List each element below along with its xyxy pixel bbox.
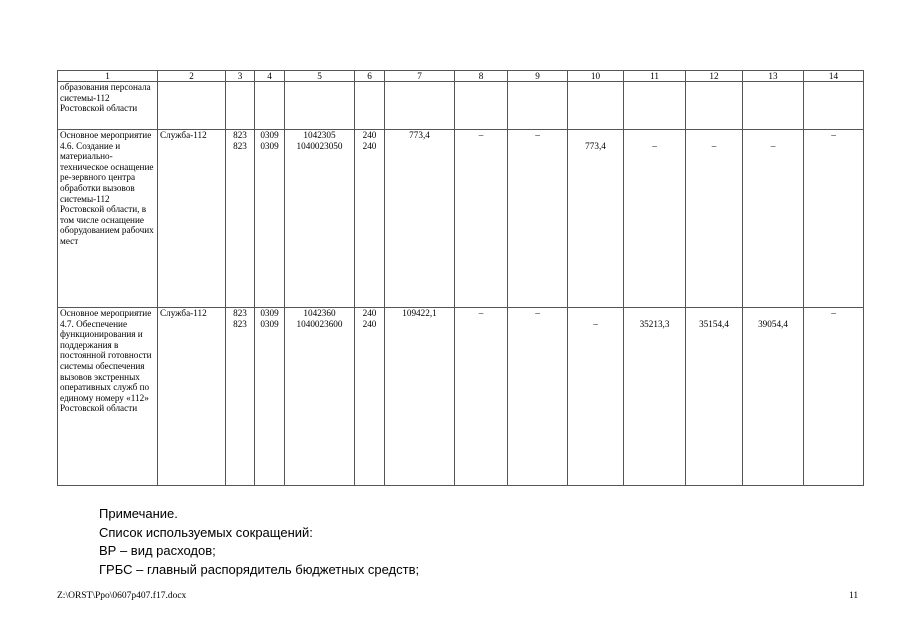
value-cell: – [455, 308, 508, 486]
abbreviation-grbs: ГРБС – главный распорядитель бюджетных средств; [99, 561, 420, 577]
value-cell: – [455, 130, 508, 308]
column-number: 13 [743, 71, 804, 82]
executor-cell: Служба-112 [158, 308, 226, 486]
value-cell: 773,4 [568, 130, 624, 308]
table-row [58, 82, 864, 130]
csr-cell: 1042305 1040023050 [285, 130, 355, 308]
column-number: 12 [686, 71, 743, 82]
column-number: 1 [58, 71, 158, 82]
column-number: 3 [226, 71, 255, 82]
column-number: 9 [508, 71, 568, 82]
value-cell: – [743, 130, 804, 308]
column-number: 6 [355, 71, 385, 82]
value-cell: – [804, 130, 864, 308]
rzpr-cell: 0309 0309 [255, 308, 285, 486]
value-cell: – [624, 130, 686, 308]
grbs-cell: 823 823 [226, 130, 255, 308]
notes-title: Примечание. [99, 506, 178, 521]
rzpr-cell: 0309 0309 [255, 130, 285, 308]
value-cell: 35213,3 [624, 308, 686, 486]
abbreviations-intro: Список используемых сокращений: [99, 524, 313, 540]
column-number: 5 [285, 71, 355, 82]
value-cell: – [508, 130, 568, 308]
value-cell: 773,4 [385, 130, 455, 308]
column-number: 7 [385, 71, 455, 82]
value-cell: – [686, 130, 743, 308]
column-number: 2 [158, 71, 226, 82]
activity-cell: Основное мероприятие 4.7. Обеспечение функционирования и поддержания в постоянной готовности системы обеспечения вызовов экстренных оперативных служб по единому номеру «112» Ростовской области [58, 308, 158, 486]
notes-section [99, 505, 419, 579]
vr-cell: 240 240 [355, 308, 385, 486]
abbreviation-vr: ВР – вид расходов; [99, 543, 216, 558]
column-number-row [58, 71, 864, 82]
activity-cell: образования персонала системы-112 Ростовской области [58, 82, 158, 130]
column-number: 10 [568, 71, 624, 82]
table-row [58, 308, 864, 486]
csr-cell: 1042360 1040023600 [285, 308, 355, 486]
table-row [58, 130, 864, 308]
column-number: 14 [804, 71, 864, 82]
column-number: 4 [255, 71, 285, 82]
activity-cell: Основное мероприятие 4.6. Создание и материально-техническое оснащение ре-зервного центра обработки вызовов системы-112 Ростовской области, в том числе оснащение оборудованием рабочих мест [58, 130, 158, 308]
value-cell: 109422,1 [385, 308, 455, 486]
footer-file-path: Z:\ORST\Ppo\0607p407.f17.docx [57, 591, 187, 601]
page-number: 11 [849, 591, 859, 601]
value-cell: – [508, 308, 568, 486]
value-cell: 39054,4 [743, 308, 804, 486]
column-number: 8 [455, 71, 508, 82]
value-cell: 35154,4 [686, 308, 743, 486]
vr-cell: 240 240 [355, 130, 385, 308]
column-number: 11 [624, 71, 686, 82]
budget-table [57, 70, 864, 486]
executor-cell: Служба-112 [158, 130, 226, 308]
value-cell: – [568, 308, 624, 486]
grbs-cell: 823 823 [226, 308, 255, 486]
value-cell: – [804, 308, 864, 486]
